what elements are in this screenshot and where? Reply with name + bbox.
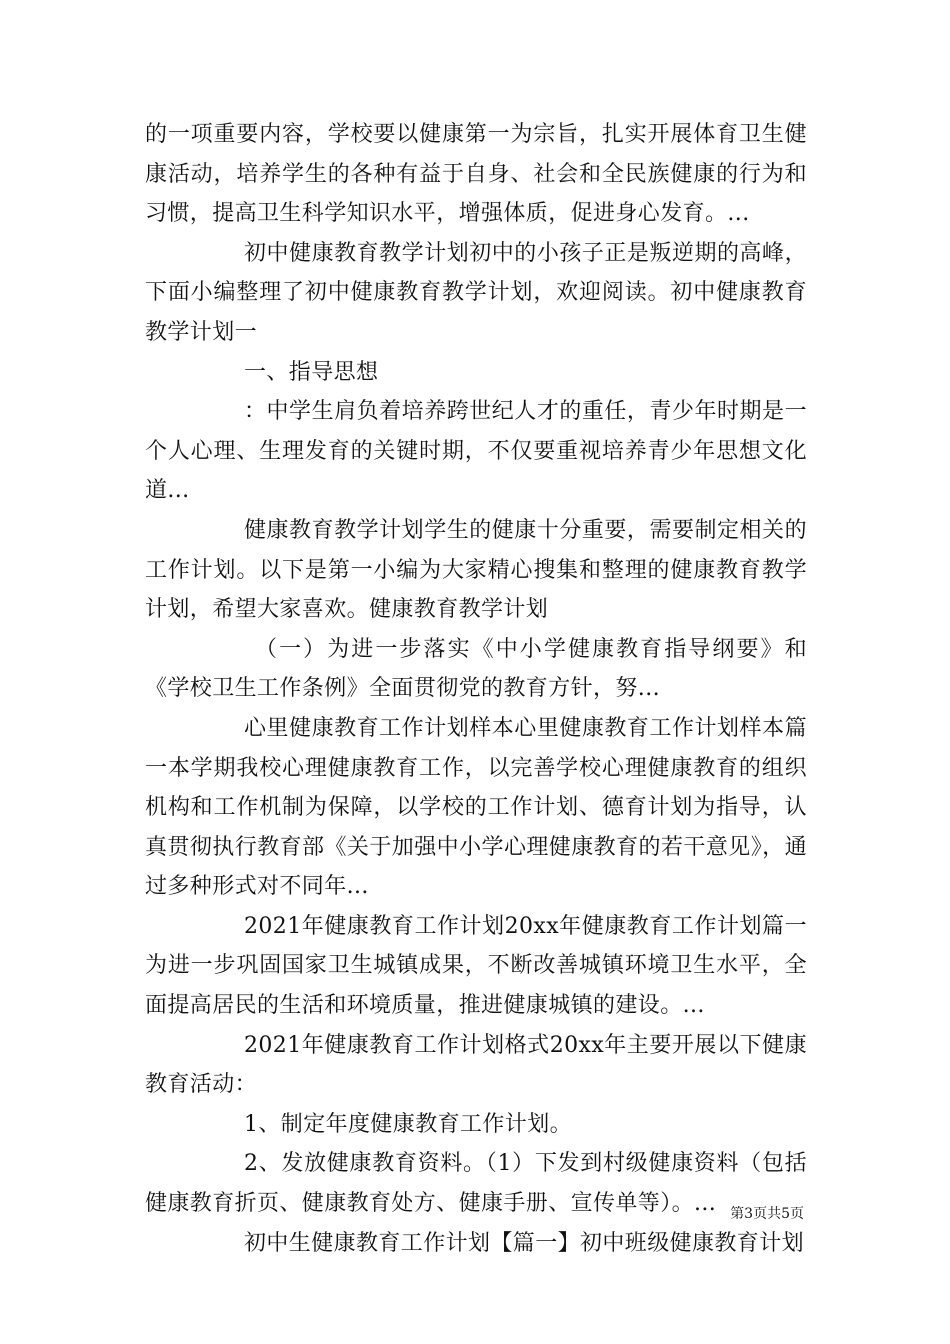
list-item: 1、制定年度健康教育工作计划。 — [244, 1111, 572, 1137]
paragraph: 心里健康教育工作计划样本心里健康教育工作计划样本篇一本学期我校心理健康教育工作，以完善学校心理健康教育的组织机构和工作机制为保障，以学校的工作计划、德育计划为指导，认真贯彻执行教育部《关于加强中小学心理健康教育的若干意见》，通过多种形式对不同年... — [145, 715, 807, 900]
document-body — [145, 115, 807, 1263]
section-heading: 一、指导思想 — [244, 359, 379, 385]
paragraph: 初中健康教育教学计划初中的小孩子正是叛逆期的高峰，下面小编整理了初中健康教育教学计划，欢迎阅读。初中健康教育教学计划一 — [145, 240, 807, 345]
page-number: 第3页共5页 — [730, 1206, 804, 1222]
paragraph: （一）为进一步落实《中小学健康教育指导纲要》和《学校卫生工作条例》全面贯彻党的教育方针，努... — [145, 636, 807, 702]
paragraph: 健康教育教学计划学生的健康十分重要，需要制定相关的工作计划。以下是第一小编为大家精心搜集和整理的健康教育教学计划，希望大家喜欢。健康教育教学计划 — [145, 517, 807, 623]
paragraph: ：中学生肩负着培养跨世纪人才的重任，青少年时期是一个人心理、生理发育的关键时期，不仅要重视培养青少年思想文化道... — [145, 399, 807, 504]
list-item: 2、发放健康教育资料。（1）下发到村级健康资料（包括健康教育折页、健康教育处方、健康手册、宣传单等）。... — [145, 1151, 807, 1217]
paragraph-continuation: 的一项重要内容，学校要以健康第一为宗旨，扎实开展体育卫生健康活动，培养学生的各种有益于自身、社会和全民族健康的行为和习惯，提高卫生科学知识水平，增强体质，促进身心发育。... — [145, 122, 807, 227]
paragraph: 初中生健康教育工作计划【篇一】初中班级健康教育计划 — [244, 1230, 805, 1256]
paragraph: 2021年健康教育工作计划格式20xx年主要开展以下健康教育活动： — [145, 1032, 807, 1098]
paragraph: 2021年健康教育工作计划20xx年健康教育工作计划篇一为进一步巩固国家卫生城镇成果，不断改善城镇环境卫生水平，全面提高居民的生活和环境质量，推进健康城镇的建设。... — [145, 913, 807, 1019]
